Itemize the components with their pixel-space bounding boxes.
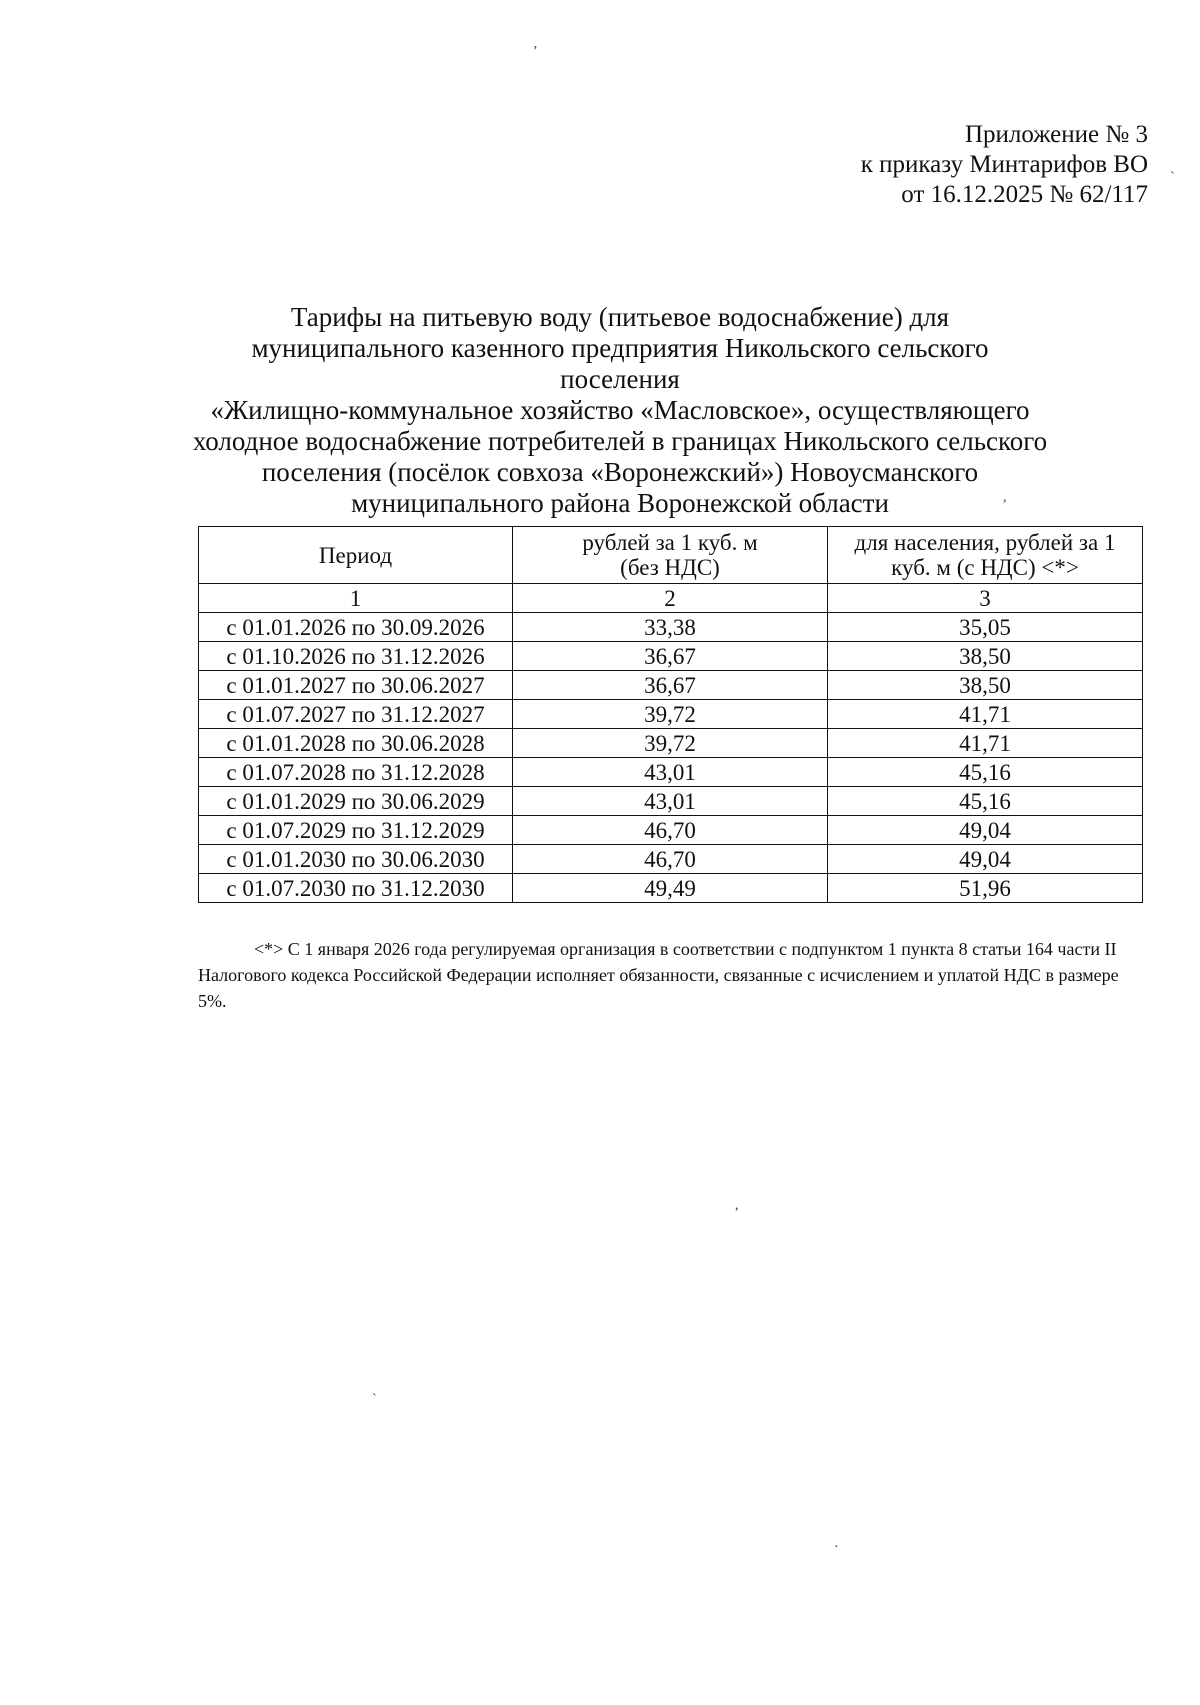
- table-row: [199, 729, 1143, 758]
- with-vat-cell: 38,50: [828, 642, 1143, 671]
- no-vat-cell: 36,67: [513, 642, 828, 671]
- header-no-vat-line1: рублей за 1 куб. м: [582, 530, 758, 555]
- period-cell: с 01.07.2030 по 31.12.2030: [199, 874, 513, 903]
- table-row: [199, 671, 1143, 700]
- with-vat-cell: 45,16: [828, 787, 1143, 816]
- column-number-row: [199, 584, 1143, 613]
- period-cell: с 01.07.2028 по 31.12.2028: [199, 758, 513, 787]
- tariff-table: [198, 526, 1143, 903]
- title-line: муниципального района Воронежской области: [351, 488, 889, 518]
- scan-speck: ,: [1003, 490, 1007, 505]
- no-vat-cell: 46,70: [513, 816, 828, 845]
- title-line: Тарифы на питьевую воду (питьевое водоснабжение) для: [290, 302, 950, 332]
- vat-footnote: <*> С 1 января 2026 года регулируемая организация в соответствии с подпунктом 1 пункта 8 статьи 164 части II Налогового кодекса Российской Федерации исполняет обязанности, связанные с исчислением и уплатой НДС в размере 5%.: [198, 939, 1119, 1011]
- period-cell: с 01.07.2027 по 31.12.2027: [199, 700, 513, 729]
- period-cell: с 01.01.2029 по 30.06.2029: [199, 787, 513, 816]
- header-period: Период: [199, 527, 513, 584]
- appendix-date: от 16.12.2025 № 62/117: [901, 181, 1148, 208]
- table-row: [199, 613, 1143, 642]
- table-row: [199, 787, 1143, 816]
- period-cell: с 01.01.2030 по 30.06.2030: [199, 845, 513, 874]
- with-vat-cell: 41,71: [828, 729, 1143, 758]
- header-with-vat: [828, 527, 1143, 584]
- with-vat-cell: 49,04: [828, 845, 1143, 874]
- period-cell: с 01.01.2026 по 30.09.2026: [199, 613, 513, 642]
- with-vat-cell: 45,16: [828, 758, 1143, 787]
- appendix-number: Приложение № 3: [964, 121, 1148, 148]
- scan-speck: ·: [834, 1540, 839, 1555]
- no-vat-cell: 49,49: [513, 874, 828, 903]
- no-vat-cell: 46,70: [513, 845, 828, 874]
- no-vat-cell: 39,72: [513, 700, 828, 729]
- table-header-row: [199, 527, 1143, 584]
- column-number: 2: [513, 584, 828, 613]
- table-row: [199, 845, 1143, 874]
- table-row: [199, 642, 1143, 671]
- scan-speck: `: [372, 1392, 377, 1407]
- period-cell: с 01.07.2029 по 31.12.2029: [199, 816, 513, 845]
- no-vat-cell: 33,38: [513, 613, 828, 642]
- title-line: поселения (посёлок совхоза «Воронежский») Новоусманского: [261, 457, 979, 487]
- appendix-order: к приказу Минтарифов ВО: [860, 151, 1148, 178]
- table-row: [199, 758, 1143, 787]
- header-with-vat-line2: куб. м (с НДС) <*>: [891, 555, 1079, 580]
- no-vat-cell: 43,01: [513, 758, 828, 787]
- document-title: [190, 302, 1050, 519]
- table-row: [199, 874, 1143, 903]
- appendix-reference: [861, 120, 1148, 210]
- header-no-vat-line2: (без НДС): [620, 555, 720, 580]
- title-line: муниципального казенного предприятия Никольского сельского поселения: [251, 333, 989, 394]
- period-cell: с 01.01.2028 по 30.06.2028: [199, 729, 513, 758]
- table-row: [199, 700, 1143, 729]
- with-vat-cell: 38,50: [828, 671, 1143, 700]
- no-vat-cell: 39,72: [513, 729, 828, 758]
- scan-speck: ,: [735, 1198, 739, 1213]
- period-cell: с 01.10.2026 по 31.12.2026: [199, 642, 513, 671]
- with-vat-cell: 41,71: [828, 700, 1143, 729]
- header-with-vat-line1: для населения, рублей за 1: [854, 530, 1116, 555]
- with-vat-cell: 51,96: [828, 874, 1143, 903]
- title-line: холодное водоснабжение потребителей в границах Никольского сельского: [192, 426, 1048, 456]
- scan-speck: ʼ: [533, 44, 538, 59]
- column-number: 1: [199, 584, 513, 613]
- no-vat-cell: 43,01: [513, 787, 828, 816]
- scan-speck: `: [1170, 170, 1175, 185]
- column-number: 3: [828, 584, 1143, 613]
- title-line: «Жилищно-коммунальное хозяйство «Масловское», осуществляющего: [210, 395, 1030, 425]
- with-vat-cell: 35,05: [828, 613, 1143, 642]
- with-vat-cell: 49,04: [828, 816, 1143, 845]
- table-row: [199, 816, 1143, 845]
- period-cell: с 01.01.2027 по 30.06.2027: [199, 671, 513, 700]
- no-vat-cell: 36,67: [513, 671, 828, 700]
- header-no-vat: [513, 527, 828, 584]
